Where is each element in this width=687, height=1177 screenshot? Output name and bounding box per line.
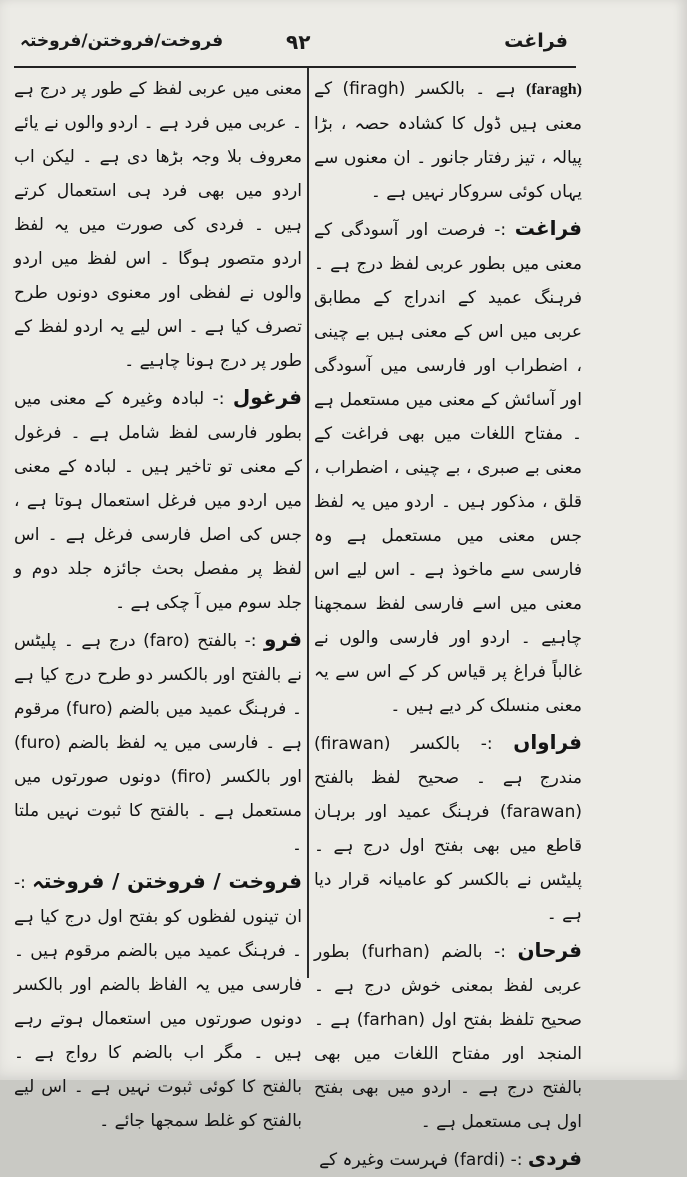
- entry-text: :- بالکسر ‎(firawan)‎ مندرج ہے ۔ صحیح لفظ بالفتح ‎(farawan)‎ فرہنگ عمید اور برہان قاطع میں بھی بفتح اول درج ہے ۔ پلیٹس نے بالکسر کو عامیانہ قرار دیا ہے ۔: [314, 734, 582, 924]
- entry-headword: فراواں: [513, 730, 582, 754]
- entry-farhan: [314, 933, 582, 1139]
- entry-faragh: [314, 72, 582, 209]
- entry-text: :- ان تینوں لفظوں کو بفتح اول درج کیا ہے ۔ فرہنگ عمید میں بالضم مرقوم ہیں ۔ فارسی میں یہ الفاظ بالضم اور بالکسر دونوں صورتوں میں استعمال ہوتے رہے ہیں ۔ مگر اب بالضم کا رواج ہے ۔ بالفتح کا کوئی ثبوت نہیں ہے ۔ اس لیے بالفتح کو غلط سمجھا جائے ۔: [14, 873, 302, 1131]
- entry-text: :- فرصت اور آسودگی کے معنی میں بطور عربی لفظ درج ہے ۔ فرہنگ عمید کے اندراج کے مطابق عربی میں اس کے معنی ہیں بے چینی ، اضطراب اور فارسی میں آسودگی اور آسائش کے معنی میں مستعمل ہے ۔ مفتاح اللغات میں بھی فراغت کے معنی بے صبری ، بے چینی ، اضطراب ، قلق ، مذکور ہیں ۔ اردو میں یہ لفظ جس معنی میں مستعمل ہے وہ فارسی سے ماخوذ ہے ۔ اس لیے اس معنی میں اسے فارسی لفظ سمجھنا چاہیے ۔ اردو اور فارسی والوں نے غالباً فراغ پر قیاس کر کے اس سے یہ معنی منسلک کر دیے ہیں ۔: [314, 220, 582, 716]
- entry-roman: (faragh): [526, 81, 582, 98]
- entry-headword: فروخت / فروختن / فروختہ: [32, 869, 303, 893]
- column-divider: [307, 68, 309, 978]
- entry-faraghat: [314, 211, 582, 723]
- entry-fardi: [314, 1141, 582, 1177]
- entry-faro: [14, 622, 302, 862]
- entry-text: :- لبادہ وغیرہ کے معنی میں بطور فارسی لفظ شامل ہے ۔ فرغول کے معنی تو تاخیر ہیں ۔ لبادہ کے معنی میں اردو میں فرغل استعمال ہوتا ہے ، جس کی اصل فارسی فرغل ہے ۔ اس لفظ پر مفصل بحث جائزہ جلد دوم و جلد سوم میں آ چکی ہے ۔: [14, 389, 302, 613]
- entry-text: :- بالفتح ‎(faro)‎ درج ہے ۔ پلیٹس نے بالفتح اور بالکسر دو طرح درج کیا ہے ۔ فرہنگ عمید میں بالضم ‎(furo)‎ مرقوم ہے ۔ فارسی میں یہ لفظ بالضم ‎(furo)‎ اور بالکسر ‎(firo)‎ دونوں صورتوں میں مستعمل ہے ۔ بالفتح کا ثبوت نہیں ملتا ۔: [14, 631, 302, 855]
- entry-headword: فردی: [527, 1146, 582, 1170]
- entry-headword: فرغول: [232, 385, 302, 409]
- page-number: ۹۲: [286, 30, 311, 54]
- entry-headword: فراغت: [514, 216, 583, 240]
- entry-farghol: [14, 380, 302, 620]
- header-right-title: فراغت: [504, 30, 568, 52]
- entry-fardi-continued: [14, 72, 302, 378]
- running-header: [14, 28, 576, 68]
- entry-farawan: [314, 725, 582, 931]
- entry-text: ہے ۔ بالکسر ‎(firagh)‎ کے معنی ہیں ڈول کا کشادہ حصہ ، بڑا پیالہ ، تیز رفتار جانور ۔ ان معنوں سے یہاں کوئی سروکار نہیں ہے ۔: [314, 79, 582, 202]
- left-column: [14, 72, 303, 1131]
- entry-headword: فرو: [264, 627, 303, 651]
- entry-headword: فرحان: [517, 938, 583, 962]
- header-left-title: فروخت/فروختن/فروختہ: [20, 31, 224, 51]
- entry-text: معنی میں عربی لفظ کے طور پر درج ہے ۔ عربی میں فرد ہے ۔ اردو والوں نے یائے معروف بلا وجہ بڑھا دی ہے ۔ لیکن اب اردو میں بھی فرد ہی استعمال کرتے ہیں ۔ فردی کی صورت میں یہ لفظ اردو متصور ہوگا ۔ اس لفظ میں اردو والوں نے لفظی اور معنوی دونوں طرح تصرف کیا ہے ۔ اس لیے یہ اردو لفظ کے طور پر درج ہونا چاہیے ۔: [14, 79, 302, 371]
- entry-text: :- بالضم ‎(furhan)‎ بطور عربی لفظ بمعنی خوش درج ہے ۔ صحیح تلفظ بفتح اول ‎(farhan)‎ ہے ۔ المنجد اور مفتاح اللغات میں بھی بالفتح درج ہے ۔ اردو میں بھی بفتح اول ہی مستعمل ہے ۔: [314, 942, 582, 1132]
- entry-farokht: [14, 864, 302, 1138]
- right-column: [314, 72, 583, 1170]
- entry-text: :- ‎(fardi)‎ فہرست وغیرہ کے: [319, 1150, 523, 1170]
